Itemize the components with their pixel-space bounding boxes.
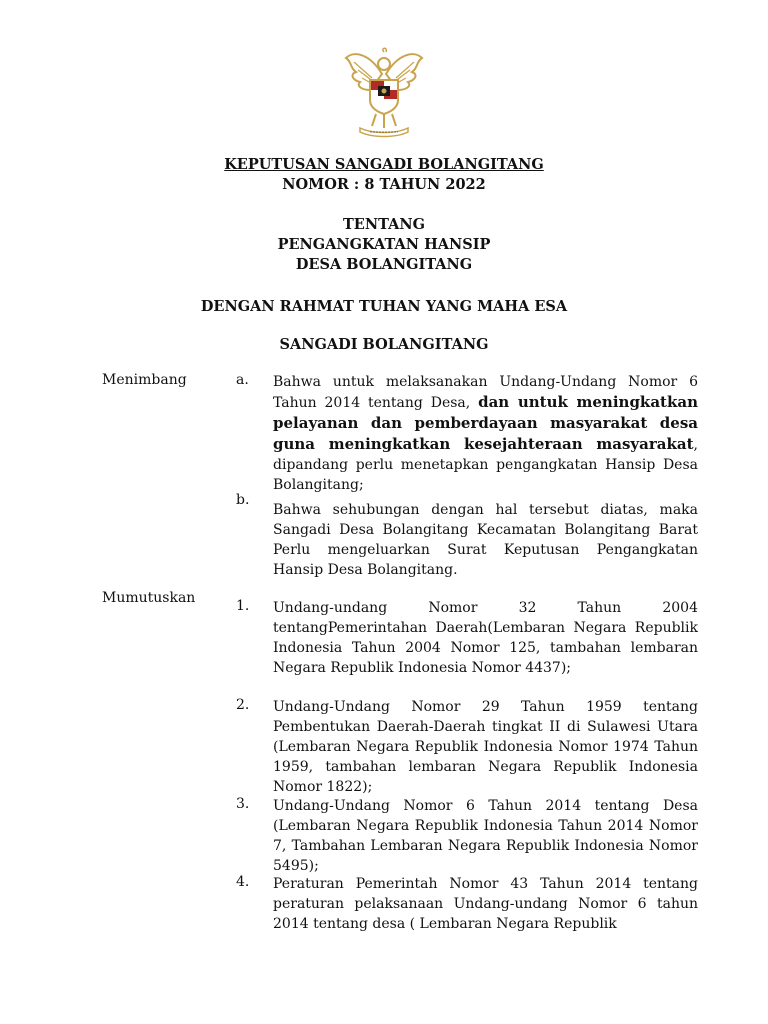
section-label-menimbang: Menimbang: [102, 372, 187, 388]
decree-title: KEPUTUSAN SANGADI BOLANGITANG: [224, 156, 544, 173]
invocation-heading: DENGAN RAHMAT TUHAN YANG MAHA ESA: [200, 298, 568, 315]
item-text: , dipandang perlu menetapkan pengangkatan Hansip Desa Bolangitang;: [273, 437, 698, 493]
garuda-emblem-icon: [342, 44, 426, 140]
about-heading: TENTANG: [343, 216, 425, 233]
mumutuskan-item-2: Undang-Undang Nomor 29 Tahun 1959 tentang Pembentukan Daerah-Daerah tingkat II di Sulawesi Utara (Lembaran Negara Republik Indonesia Nomor 1974 Tahun 1959, tambahan lembaran Negara Republik Indonesia Nomor 1822);: [273, 699, 698, 795]
subject-line-1: PENGANGKATAN HANSIP: [277, 236, 491, 253]
item-marker: 1.: [236, 598, 250, 614]
item-text-bold: dan untuk meningkatkan pelayanan dan pemberdayaan masyarakat desa guna meningkatkan kesejahteraan masyarakat: [273, 393, 698, 453]
menimbang-item-a: [273, 372, 698, 495]
item-marker: a.: [236, 372, 249, 388]
subject-line-2: DESA BOLANGITANG: [295, 256, 473, 273]
item-marker: 3.: [236, 796, 250, 812]
mumutuskan-item-4: Peraturan Pemerintah Nomor 43 Tahun 2014 tentang peraturan pelaksanaan Undang-undang Nomor 6 tahun 2014 tentang desa ( Lembaran Negara Republik: [273, 876, 698, 932]
item-marker: 4.: [236, 874, 250, 890]
menimbang-item-b: Bahwa sehubungan dengan hal tersebut diatas, maka Sangadi Desa Bolangitang Kecamatan Bolangitang Barat Perlu mengeluarkan Surat Keputusan Pengangkatan Hansip Desa Bolangitang.: [273, 502, 698, 578]
item-marker: 2.: [236, 697, 250, 713]
issuer-heading: SANGADI BOLANGITANG: [279, 336, 489, 353]
mumutuskan-item-3: Undang-Undang Nomor 6 Tahun 2014 tentang Desa (Lembaran Negara Republik Indonesia Tahun 2014 Nomor 7, Tambahan Lembaran Negara Republik Indonesia Nomor 5495);: [273, 798, 698, 874]
item-marker: b.: [236, 492, 250, 508]
decree-number: NOMOR : 8 TAHUN 2022: [282, 176, 486, 193]
section-label-mumutuskan: Mumutuskan: [102, 590, 196, 606]
item-text: Bahwa untuk melaksanakan Undang-Undang Nomor 6 Tahun 2014 tentang Desa,: [273, 374, 698, 411]
mumutuskan-item-1: Undang-undang Nomor 32 Tahun 2004 tentangPemerintahan Daerah(Lembaran Negara Republik Indonesia Tahun 2004 Nomor 125, tambahan lembaran Negara Republik Indonesia Nomor 4437);: [273, 600, 698, 676]
